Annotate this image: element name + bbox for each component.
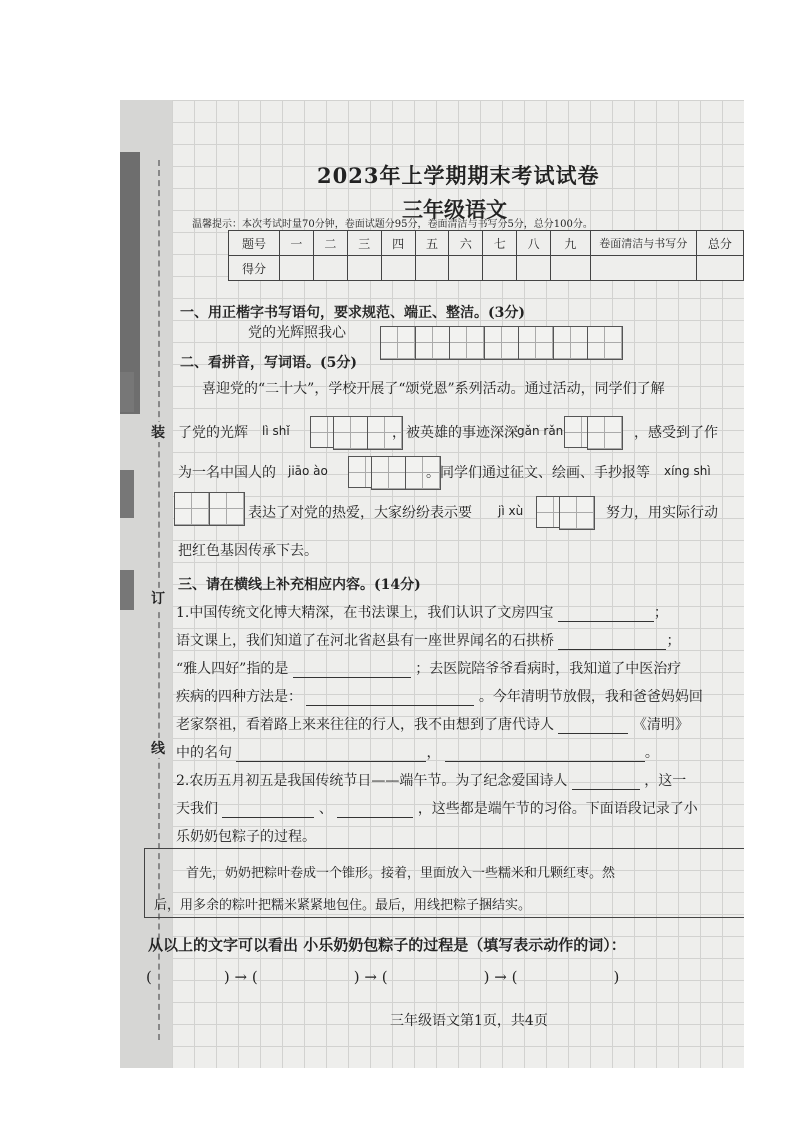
photo-frame: [120, 100, 744, 1068]
story-line-2: 后，用多余的粽叶把糯米紧紧地包住。最后，用线把粽子捆结实。: [154, 898, 532, 913]
q1-text-c1: “雅人四好”指的是: [176, 661, 289, 677]
score-cell: [696, 256, 743, 281]
binding-margin: [120, 100, 172, 1068]
section2-line2b: ，被英雄的事迹深深: [392, 425, 518, 441]
writing-box[interactable]: [449, 326, 485, 360]
score-cell: 二: [313, 231, 347, 256]
section2-line3a: 为一名中国人的: [178, 465, 276, 481]
writing-box[interactable]: [559, 496, 595, 530]
score-cell: 总分: [696, 231, 743, 256]
section1-writing-grid[interactable]: [380, 326, 622, 360]
q1-text-c2: ；去医院陪爷爷看病时，我知道了中医治疗: [415, 661, 682, 677]
story-line-1: 首先，奶奶把粽叶卷成一个锥形。接着，里面放入一些糯米和几颗红枣。然: [186, 866, 616, 881]
blank-wenfangsibao[interactable]: [558, 607, 654, 622]
pinyin-jixu: jì xù: [498, 504, 524, 518]
pinyin-xingshi: xíng shì: [664, 464, 711, 478]
binding-char-ding: 订: [148, 588, 168, 608]
blank-poet[interactable]: [558, 719, 628, 734]
writing-box[interactable]: [484, 326, 520, 360]
score-value-row: [229, 256, 744, 281]
arrow-icon: →: [494, 968, 507, 986]
q1-line-b: 语文课上，我们知道了在河北省赵县有一座世界闻名的石拱桥 ；: [176, 633, 681, 649]
step-blank-2[interactable]: [258, 972, 354, 986]
q2-text-a2: ，这一: [644, 773, 687, 789]
score-header-row: [229, 231, 744, 256]
exam-title: 2023年上学期期末考试试卷: [317, 163, 600, 188]
pinyin-lishi: lì shǐ: [262, 424, 290, 438]
writing-box[interactable]: [536, 496, 560, 528]
q1-line-f: 中的名句 ， 。: [176, 745, 659, 761]
step-blank-4[interactable]: [517, 972, 613, 986]
blank-poem-2[interactable]: [445, 747, 645, 762]
score-cell: 得分: [229, 256, 280, 281]
writing-box[interactable]: [333, 416, 369, 450]
exam-subtitle: 三年级语文: [402, 197, 507, 222]
score-cell: [313, 256, 347, 281]
arrow-icon: →: [234, 968, 248, 986]
q1-line-e: [176, 714, 689, 734]
score-cell: 卷面清洁与书写分: [590, 231, 696, 256]
answer-grid-xingshi[interactable]: [174, 492, 243, 526]
section2-line2c: ，感受到了作: [634, 425, 718, 441]
writing-box[interactable]: [587, 416, 623, 450]
q1-line-a: 1.中国传统文化博大精深，在书法课上，我们认识了文房四宝 ；: [176, 605, 668, 621]
score-cell: 六: [449, 231, 483, 256]
q2-text-b2: 、: [318, 801, 333, 817]
score-cell: [381, 256, 415, 281]
writing-box[interactable]: [209, 492, 245, 526]
writing-box[interactable]: [553, 326, 589, 360]
q1-text-e1: 老家祭祖，看着路上来来往往的行人，我不由想到了唐代诗人: [176, 717, 554, 733]
writing-box[interactable]: [348, 456, 372, 488]
margin-tab: [120, 570, 134, 610]
score-cell: 题号: [229, 231, 280, 256]
score-cell: 九: [551, 231, 591, 256]
score-cell: 四: [381, 231, 415, 256]
margin-tab: [120, 470, 134, 518]
section2-line1: 喜迎党的“二十大”，学校开展了“颂党恩”系列活动。通过活动，同学们了解: [202, 381, 665, 397]
blank-poem-1[interactable]: [236, 747, 426, 762]
section3-heading: 三、请在横线上补充相应内容。(14分): [178, 577, 421, 593]
exam-paper: [172, 100, 744, 1068]
pinyin-jiaoao: jiāo ào: [288, 464, 328, 478]
section1-heading: 一、用正楷字书写语句，要求规范、端正、整洁。(3分): [180, 305, 525, 321]
section2-line5: 把红色基因传承下去。: [178, 543, 318, 559]
q1-text-d1: 疾病的四种方法是：: [176, 689, 302, 705]
score-cell: 八: [517, 231, 551, 256]
writing-box[interactable]: [415, 326, 451, 360]
q2-line-c: 乐奶奶包粽子的过程。: [176, 829, 316, 845]
section2-line2a: 了党的光辉: [178, 425, 248, 441]
q1-text-b: 语文课上，我们知道了在河北省赵县有一座世界闻名的石拱桥: [176, 633, 554, 649]
score-cell: [483, 256, 517, 281]
step-blank-1[interactable]: [152, 972, 224, 986]
writing-box[interactable]: [371, 456, 407, 490]
blank-zhongyi[interactable]: [306, 691, 474, 706]
q1-text-f: 中的名句: [176, 745, 232, 761]
blank-custom-2[interactable]: [337, 803, 413, 818]
sequence-question: 从以上的文字可以看出 小乐奶奶包粽子的过程是（填写表示动作的词）：: [148, 936, 626, 954]
binding-char-zhuang: 装: [148, 422, 168, 442]
score-cell: [517, 256, 551, 281]
answer-grid-lishi[interactable]: [310, 416, 402, 450]
page-footer: 三年级语文第1页，共4页: [390, 1013, 548, 1029]
answer-grid-jixu[interactable]: [536, 496, 593, 530]
score-cell: 五: [415, 231, 449, 256]
section2-heading: 二、看拼音，写词语。(5分): [180, 355, 357, 371]
binding-char-xian: 线: [148, 738, 168, 758]
blank-patriot-poet[interactable]: [572, 775, 640, 790]
score-cell: 三: [347, 231, 381, 256]
blank-custom-1[interactable]: [222, 803, 314, 818]
q1-text-e2: 《清明》: [632, 717, 689, 733]
score-cell: 七: [483, 231, 517, 256]
section2-line3b: 。同学们通过征文、绘画、手抄报等: [426, 465, 650, 481]
q2-line-a: [176, 770, 686, 790]
writing-box[interactable]: [174, 492, 210, 526]
blank-yarensihao[interactable]: [293, 663, 411, 678]
arrow-icon: →: [364, 968, 377, 986]
writing-box[interactable]: [310, 416, 334, 448]
writing-box[interactable]: [587, 326, 623, 360]
q2-text-b1: 天我们: [176, 801, 218, 817]
q1-line-d: [176, 686, 703, 706]
sequence-answers: ( ) → ( ) → ( ) → ( ): [146, 968, 620, 986]
q2-text-b3: ，这些都是端午节的习俗。下面语段记录了小: [417, 801, 698, 817]
writing-box[interactable]: [380, 326, 416, 360]
blank-shigongqiao[interactable]: [558, 635, 666, 650]
q2-text-a1: 2.农历五月初五是我国传统节日——端午节。为了纪念爱国诗人: [176, 773, 568, 789]
score-cell: [551, 256, 591, 281]
q2-line-b: [176, 798, 698, 818]
score-cell: [590, 256, 696, 281]
section2-line4b: 努力，用实际行动: [606, 505, 718, 521]
answer-grid-ganran[interactable]: [564, 416, 621, 450]
score-cell: [279, 256, 313, 281]
q1-line-c: [176, 658, 681, 678]
margin-tab: [120, 372, 134, 412]
score-cell: [347, 256, 381, 281]
step-blank-3[interactable]: [388, 972, 484, 986]
score-table: [228, 230, 744, 281]
section1-sentence: 党的光辉照我心: [248, 325, 346, 341]
score-cell: [415, 256, 449, 281]
exam-tip: 温馨提示：本次考试时量70分钟，卷面试题分95分，卷面清洁与书写分5分，总分100分。: [192, 219, 593, 230]
score-cell: [449, 256, 483, 281]
writing-box[interactable]: [518, 326, 554, 360]
q1-text-a: 1.中国传统文化博大精深，在书法课上，我们认识了文房四宝: [176, 605, 554, 621]
score-cell: 一: [279, 231, 313, 256]
q1-text-d2: 。今年清明节放假，我和爸爸妈妈回: [478, 689, 703, 705]
section2-line4a: 表达了对党的热爱，大家纷纷表示要: [248, 505, 472, 521]
writing-box[interactable]: [564, 416, 588, 448]
pinyin-ganran: gǎn rǎn: [517, 424, 564, 438]
